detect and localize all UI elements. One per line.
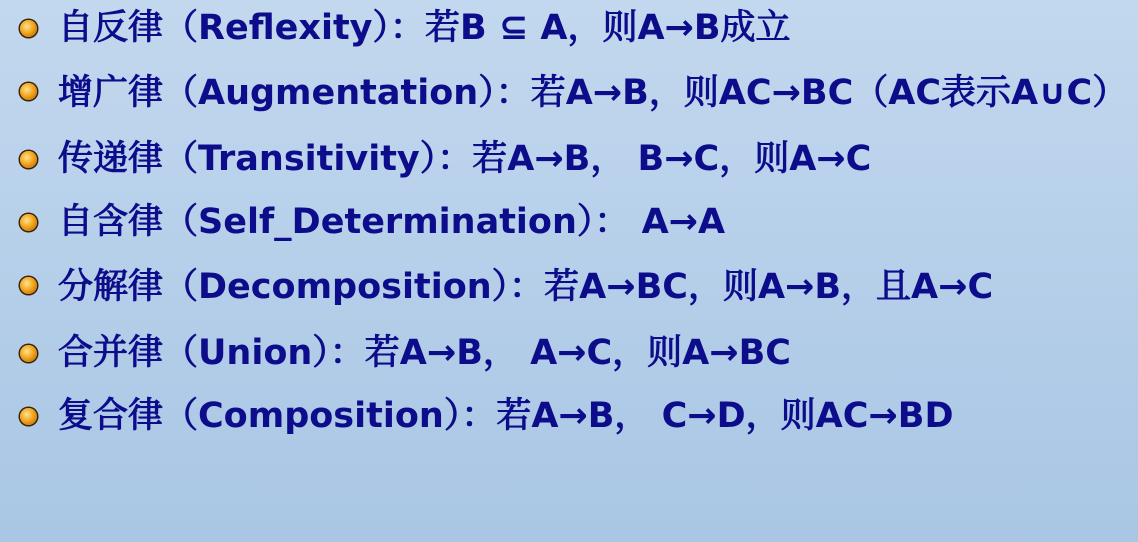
rule-self-determination: 自含律（Self_Determination）： A→A [58,202,726,242]
list-item [0,263,1138,311]
bullet-icon [20,214,37,231]
rule-composition: 复合律（Composition）：若A→B， C→D，则AC→BD [58,396,954,436]
bullet-icon [20,345,37,362]
inference-rules-list [0,6,1138,438]
list-item [0,69,1138,117]
rule-transitivity: 传递律（Transitivity）：若A→B， B→C，则A→C [58,139,872,179]
rule-augmentation: 增广律（Augmentation）：若A→B，则AC→BC（AC表示A∪C） [58,73,1128,113]
list-item [0,6,1138,50]
list-item [0,394,1138,438]
bullet-icon [20,83,37,100]
bullet-icon [20,408,37,425]
rule-decomposition: 分解律（Decomposition）：若A→BC，则A→B，且A→C [58,267,994,307]
bullet-icon [20,151,37,168]
bullet-icon [20,277,37,294]
list-item [0,200,1138,244]
rule-union: 合并律（Union）：若A→B， A→C，则A→BC [58,333,791,373]
bullet-icon [20,20,37,37]
rule-reflexity: 自反律（Reflexity）：若B ⊆ A，则A→B成立 [58,8,791,48]
list-item [0,137,1138,181]
list-item [0,331,1138,375]
